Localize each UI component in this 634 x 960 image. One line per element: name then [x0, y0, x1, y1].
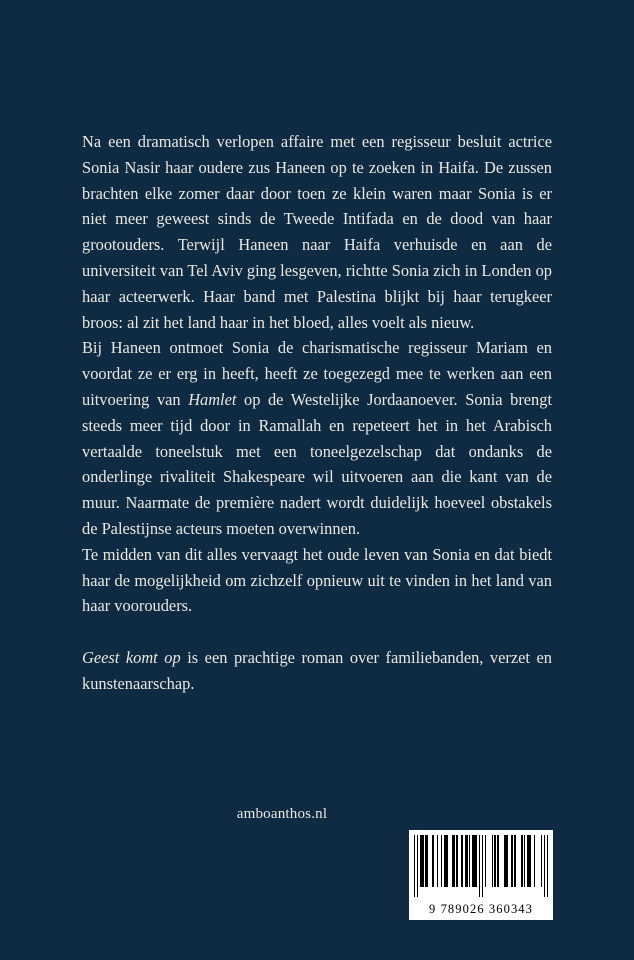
blurb-paragraph-3: Te midden van dit alles vervaagt het oude leven van Sonia en dat biedt haar de mogelijkheid om zichzelf opnieuw uit te vinden in het land van haar voorouders. — [82, 544, 552, 616]
blurb-paragraph-2-tail: op de Westelijke Jordaanoever. Sonia brengt steeds meer tijd door in Ramallah en repeteert het in het Arabisch vertaalde toneelstuk met een toneelgezelschap dat ondanks de onderlinge rivaliteit Shakespeare wil uitvoeren aan die kant van de muur. Naarmate de première nadert wordt duidelijk hoeveel obstakels de Palestijnse acteurs moeten overwinnen. — [82, 389, 552, 538]
blurb-paragraph-4 — [82, 645, 552, 697]
back-cover-blurb — [82, 129, 552, 697]
blurb-paragraph-2-lead: Bij Haneen ontmoet Sonia de charismatische regisseur Mariam en voordat ze er erg in heeft, heeft ze toegezegd mee te werken aan een uitvoering van — [82, 338, 552, 409]
blurb-paragraph-2 — [82, 335, 552, 541]
play-title-hamlet: Hamlet — [188, 389, 237, 409]
isbn-barcode-digits: 9 789026 360343 — [429, 902, 533, 916]
blurb-paragraph-1: Na een dramatisch verlopen affaire met een regisseur besluit actrice Sonia Nasir haar oudere zus Haneen op te zoeken in Haifa. De zussen brachten elke zomer daar door toen ze klein waren maar Sonia is er niet meer geweest sinds de Tweede Intifada en de dood van haar grootouders. Terwijl Haneen naar Haifa verhuisde en aan de universiteit van Tel Aviv ging lesgeven, richtte Sonia zich in Londen op haar acteerwerk. Haar band met Palestina blijkt bij haar terugkeer broos: al zit het land haar in het bloed, alles voelt als nieuw. — [82, 132, 552, 332]
blurb-paragraph-4-tail: is een prachtige roman over familiebanden, verzet en kunstenaarschap. — [82, 647, 552, 693]
isbn-barcode — [409, 830, 553, 920]
publisher-website-url: amboanthos.nl — [236, 806, 328, 822]
book-title-geest-komt-op: Geest komt op — [82, 647, 181, 667]
barcode-bars — [414, 835, 548, 897]
